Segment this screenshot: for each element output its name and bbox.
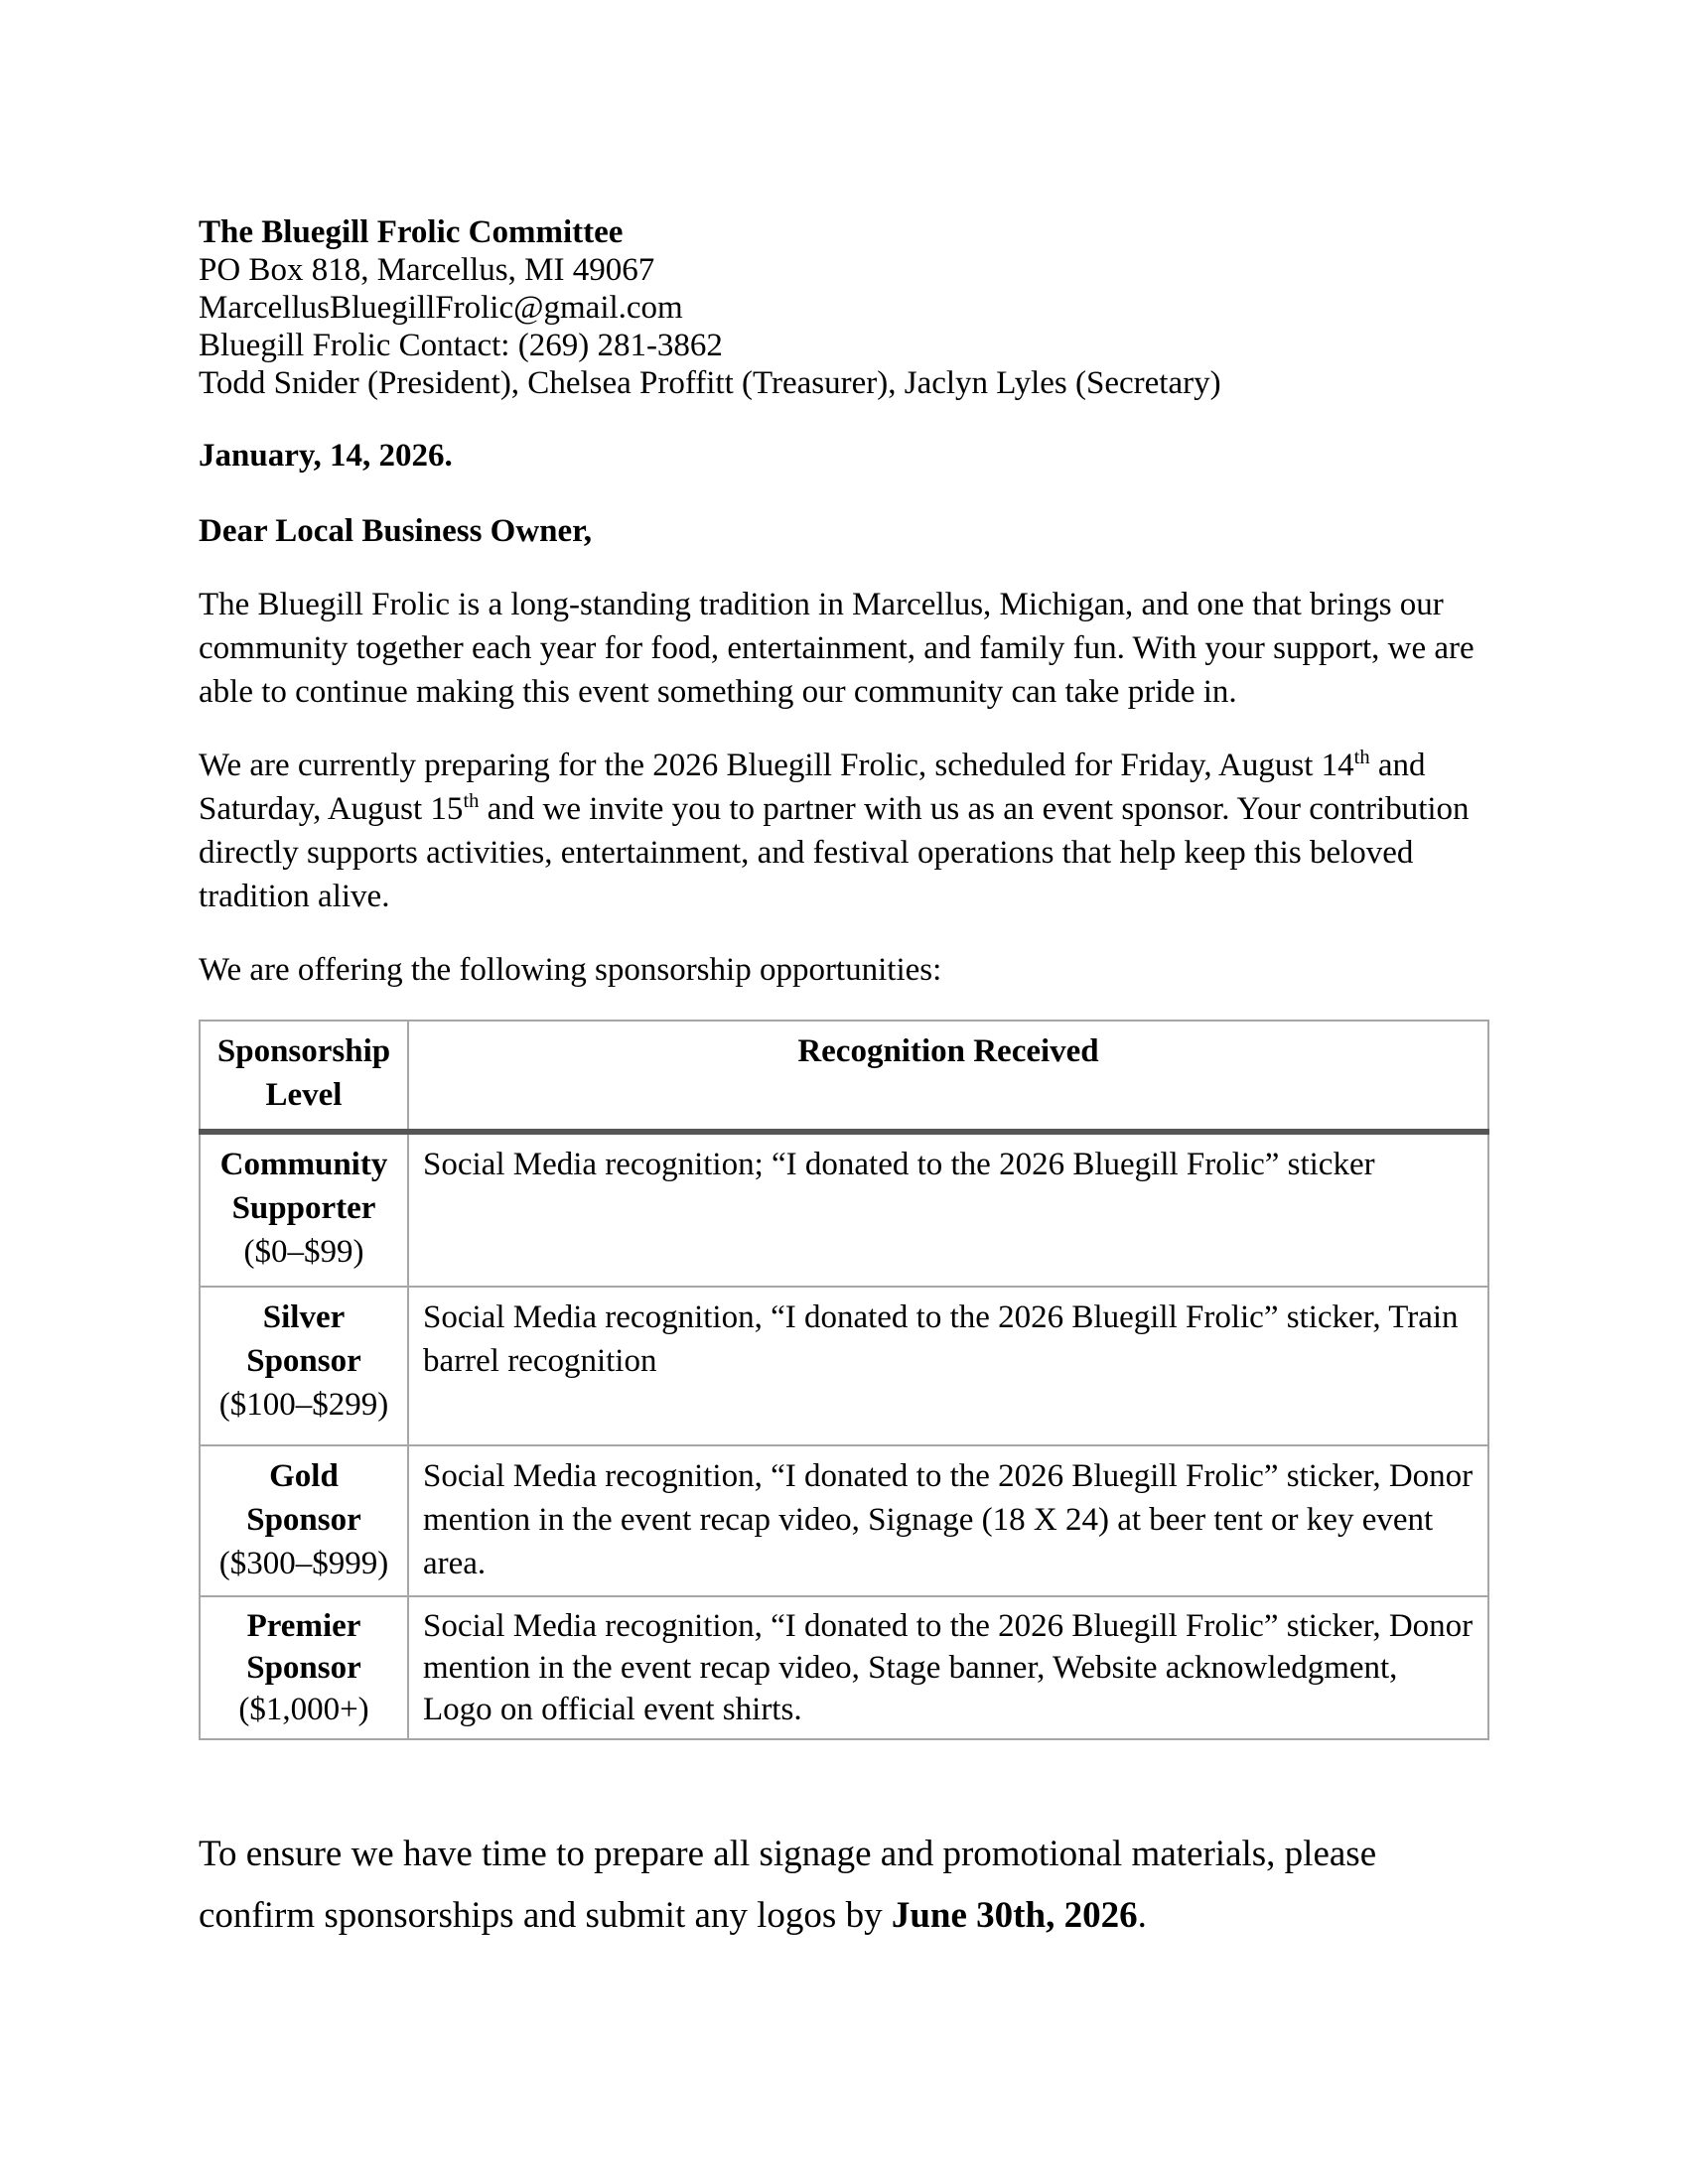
committee-email: MarcellusBluegillFrolic@gmail.com (199, 290, 683, 326)
level-range: ($300–$999) (218, 1546, 389, 1581)
intro-paragraph: The Bluegill Frolic is a long-standing tradition in Marcellus, Michigan, and one that brings our community together each year for food, entertainment, and family fun. With your support, we are able to continue making this event something our community can take pride in. (199, 587, 1475, 710)
committee-phone: Bluegill Frolic Contact: (269) 281-3862 (199, 328, 723, 363)
recognition-cell: Social Media recognition, “I donated to the 2026 Bluegill Frolic” sticker, Donor mention in the event recap video, Signage (18 X 24) at beer tent or key event area. (408, 1445, 1488, 1596)
table-row (200, 1287, 1488, 1445)
closing-paragraph (199, 1824, 1499, 1947)
event-paragraph (199, 744, 1489, 918)
sponsorship-table (199, 1020, 1489, 1740)
level-cell (200, 1287, 408, 1445)
level-name: Gold Sponsor (246, 1458, 361, 1538)
recognition-cell: Social Media recognition; “I donated to the 2026 Bluegill Frolic” sticker (408, 1132, 1488, 1287)
closing-text: To ensure we have time to prepare all signage and promotional materials, please confirm sponsorships and submit any logos by (199, 1834, 1377, 1936)
closing-period: . (1137, 1895, 1147, 1936)
event-paragraph-part1: We are currently preparing for the 2026 Bluegill Frolic, scheduled for Friday, August 14 (199, 748, 1354, 783)
event-paragraph-part3: and we invite you to partner with us as an event sponsor. Your contribution directly supports activities, entertainment, and festival operations that help keep this beloved tradition alive. (199, 791, 1470, 914)
level-name: Community Supporter (219, 1147, 388, 1226)
column-header-recognition: Recognition Received (408, 1021, 1488, 1132)
level-name: Silver Sponsor (246, 1299, 361, 1379)
table-row (200, 1596, 1488, 1739)
recognition-cell: Social Media recognition, “I donated to the 2026 Bluegill Frolic” sticker, Donor mention in the event recap video, Stage banner, Website acknowledgment, Logo on official event shirts. (408, 1596, 1488, 1739)
committee-address: PO Box 818, Marcellus, MI 49067 (199, 252, 655, 288)
table-row (200, 1445, 1488, 1596)
ordinal-suffix: th (463, 790, 480, 812)
table-row (200, 1132, 1488, 1287)
ordinal-suffix: th (1353, 747, 1370, 768)
committee-name: The Bluegill Frolic Committee (199, 214, 624, 250)
letterhead (199, 213, 1489, 402)
level-range: ($1,000+) (238, 1692, 369, 1727)
level-cell (200, 1445, 408, 1596)
level-range: ($100–$299) (218, 1387, 389, 1423)
table-header-row (200, 1021, 1488, 1132)
offering-intro: We are offering the following sponsorship opportunities: (199, 952, 942, 988)
date-line: January, 14, 2026. (199, 438, 453, 474)
committee-officers: Todd Snider (President), Chelsea Proffitt (Treasurer), Jaclyn Lyles (Secretary) (199, 365, 1221, 401)
level-cell (200, 1132, 408, 1287)
salutation: Dear Local Business Owner, (199, 513, 593, 549)
event-paragraph-part2: and Saturday, August 15 (199, 748, 1426, 827)
level-cell (200, 1596, 408, 1739)
column-header-level: Sponsorship Level (200, 1021, 408, 1132)
recognition-cell: Social Media recognition, “I donated to the 2026 Bluegill Frolic” sticker, Train barrel recognition (408, 1287, 1488, 1445)
level-name: Premier Sponsor (246, 1608, 361, 1686)
deadline-date: June 30th, 2026 (891, 1895, 1138, 1936)
level-range: ($0–$99) (243, 1234, 364, 1270)
